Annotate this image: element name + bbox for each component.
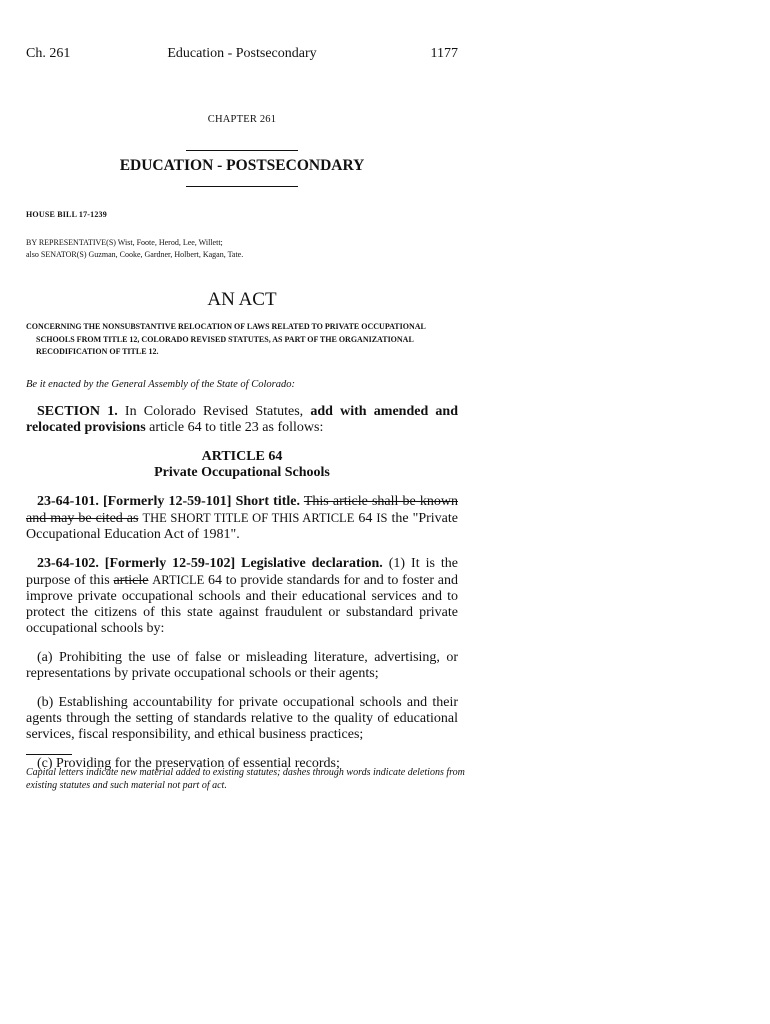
s101-article-number: 64 — [358, 511, 373, 526]
section-1-bold: add with amended and relocated provisions — [26, 404, 458, 435]
s102-text-b: 64 to provide standards for and to foster and improve private occupational schools and their educational services and to protect the citizens of this state against fraudulent or substandard private occupational schools by: — [26, 573, 459, 636]
clause-b: (b) Establishing accountability for private occupational schools and their agents through the setting of standards relative to the quality of educational services, fiscal responsibility, and ethical business practices; — [26, 695, 458, 742]
footnote-divider — [26, 754, 72, 755]
footnote: Capital letters indicate new material added to existing statutes; dashes through words indicate deletions from existing statutes and such material not part of act. — [26, 767, 465, 791]
act-title: AN ACT — [207, 289, 277, 310]
section-1-label: SECTION 1. — [37, 404, 118, 419]
enacting-clause: Be it enacted by the General Assembly of the State of Colorado: — [26, 379, 295, 390]
page-number: 1177 — [430, 46, 458, 61]
clause-c: (c) Providing for the preservation of essential records; — [37, 756, 340, 771]
s102-text-a: (1) It is the purpose of this — [26, 556, 458, 588]
representatives-line: BY REPRESENTATIVE(S) Wist, Foote, Herod, Lee, Willett; — [26, 238, 223, 247]
article-number: ARTICLE 64 — [201, 449, 283, 464]
s101-struck-text: This article shall be known and may be cited as — [26, 494, 458, 526]
concerning-line-3: RECODIFICATION OF TITLE 12. — [36, 347, 159, 356]
article-heading — [26, 449, 458, 481]
section-1-text-a: In Colorado Revised Statutes, — [117, 404, 311, 419]
subject-heading: EDUCATION - POSTSECONDARY — [119, 157, 365, 174]
concerning-clause — [26, 321, 458, 359]
running-title: Education - Postsecondary — [167, 46, 317, 61]
s102-new-text: ARTICLE — [152, 573, 205, 587]
top-divider — [186, 150, 298, 151]
running-header — [26, 46, 458, 66]
senators-line: also SENATOR(S) Guzman, Cooke, Gardner, Holbert, Kagan, Tate. — [26, 250, 244, 259]
concerning-line-2: SCHOOLS FROM TITLE 12, COLORADO REVISED STATUTES, AS PART OF THE ORGANIZATIONAL — [36, 334, 414, 344]
s101-new-text: THE SHORT TITLE OF THIS ARTICLE — [142, 511, 355, 525]
s102-struck-text: article — [113, 573, 149, 588]
section-23-64-102 — [26, 556, 458, 637]
s101-new-text-2: IS — [376, 511, 388, 525]
bottom-divider — [186, 186, 298, 187]
chapter-heading: CHAPTER 261 — [207, 114, 277, 125]
section-1 — [26, 404, 458, 436]
s101-rest: the "Private Occupational Education Act of 1981". — [26, 511, 458, 542]
sponsors — [26, 237, 243, 261]
s102-heading: 23-64-102. [Formerly 12-59-102] Legislative declaration. — [37, 556, 383, 571]
section-23-64-101 — [26, 494, 458, 543]
clause-a: (a) Prohibiting the use of false or misleading literature, advertising, or representations by private occupational schools or their agents; — [26, 650, 458, 681]
concerning-line-1: CONCERNING THE NONSUBSTANTIVE RELOCATION OF LAWS RELATED TO PRIVATE OCCUPATIONAL — [26, 322, 426, 331]
article-name: Private Occupational Schools — [154, 465, 330, 480]
bill-number: HOUSE BILL 17-1239 — [26, 210, 107, 219]
chapter-reference: Ch. 261 — [26, 46, 71, 61]
section-1-text-b: article 64 to title 23 as follows: — [145, 420, 324, 435]
bill-body — [26, 404, 458, 785]
s101-heading: 23-64-101. [Formerly 12-59-101] Short title. — [37, 494, 300, 509]
